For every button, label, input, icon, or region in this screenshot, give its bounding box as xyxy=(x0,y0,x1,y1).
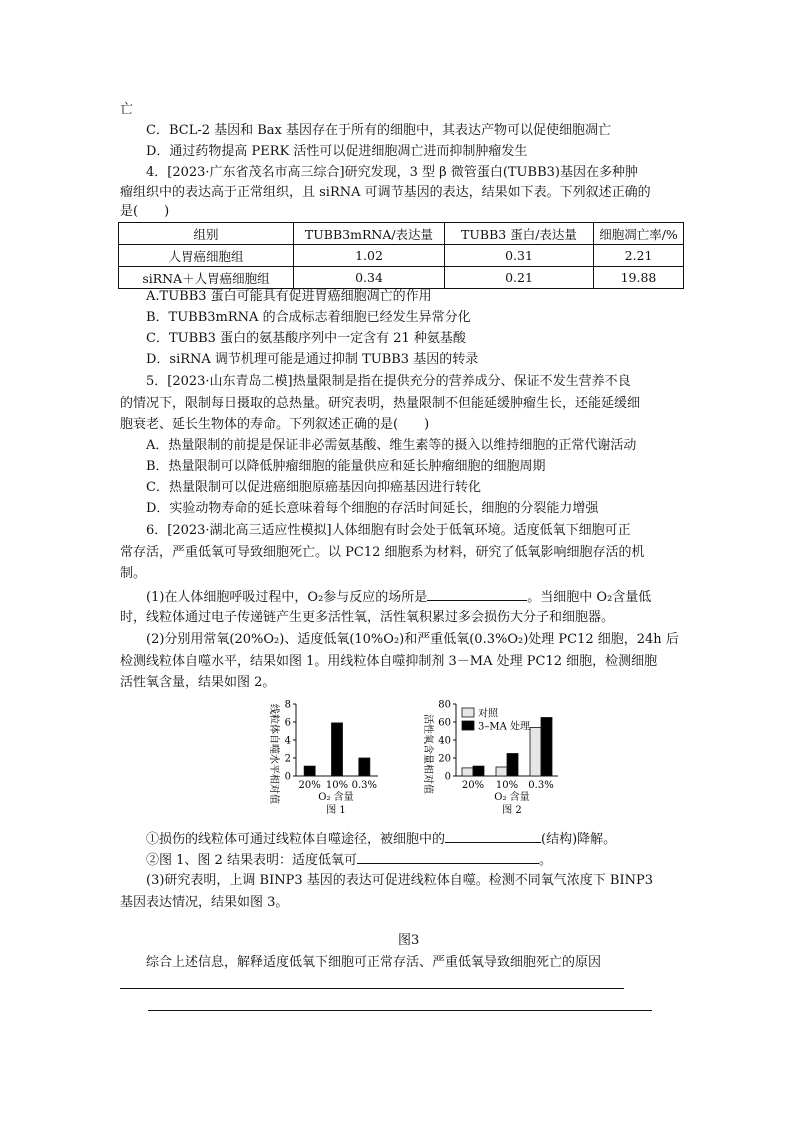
figure-2-bar-chart xyxy=(412,692,572,822)
y-tick-label: 2 xyxy=(284,753,291,765)
bar xyxy=(462,768,473,776)
q5-option-a: A．热量限制的前提是保证非必需氨基酸、维生素等的摄入以维持细胞的正常代谢活动 xyxy=(146,438,637,453)
q6-part1-text-b: 。当细胞中 O₂含量低 xyxy=(527,590,652,605)
q5-option-c: C．热量限制可以促进癌细胞原癌基因向抑癌基因进行转化 xyxy=(146,480,481,495)
table-header-cell: TUBB3 蛋白/表达量 xyxy=(445,223,594,245)
y-tick-label: 40 xyxy=(438,735,451,747)
q6-sub1-text-a: ①损伤的线粒体可通过线粒体自噬途径，被细胞中的 xyxy=(146,832,446,847)
y-tick-label: 0 xyxy=(284,771,291,783)
q4-option-c: C．TUBB3 蛋白的氨基酸序列中一定含有 21 种氨基酸 xyxy=(146,331,466,346)
q6-sub1-text-b: (结构)降解。 xyxy=(541,832,617,847)
legend-swatch xyxy=(462,708,474,717)
answer-blank[interactable] xyxy=(427,586,527,601)
q6-part2-line1: (2)分别用常氧(20%O₂)、适度低氧(10%O₂)和严重低氧(0.3%O₂)处理 PC12 细胞，24h 后 xyxy=(146,632,679,647)
q6-stem-line3: 制。 xyxy=(120,566,147,581)
y-tick-label: 8 xyxy=(284,699,291,711)
q5-option-b: B．热量限制可以降低肿瘤细胞的能量供应和延长肿瘤细胞的细胞周期 xyxy=(146,459,546,474)
q5-stem-line1: 5．[2023·山东青岛二模]热量限制是指在提供充分的营养成分、保证不发生营养不良 xyxy=(146,374,631,389)
q5-option-d: D．实验动物寿命的延长意味着每个细胞的存活时间延长，细胞的分裂能力增强 xyxy=(146,501,599,516)
x-tick-label: 10% xyxy=(495,780,519,791)
table-cell: 1.02 xyxy=(294,245,445,267)
legend-label: 对照 xyxy=(478,708,498,720)
y-tick-label: 0 xyxy=(444,771,451,783)
table-row xyxy=(119,245,684,267)
table-cell: 2.21 xyxy=(594,245,684,267)
q6-part1-line2: 时，线粒体通过电子传递链产生更多活性氧，活性氧积累过多会损伤大分子和细胞器。 xyxy=(120,610,615,625)
bar xyxy=(541,718,552,777)
y-tick-label: 6 xyxy=(284,717,291,729)
q5-stem-line2: 的情况下，限制每日摄取的总热量。研究表明，热量限制不但能延缓肿瘤生长，还能延缓细 xyxy=(120,396,641,411)
y-axis-label: 活性氧含量相对值 xyxy=(422,714,433,794)
table-cell: siRNA＋人胃癌细胞组 xyxy=(119,267,294,289)
bar xyxy=(530,727,541,776)
y-tick-label: 20 xyxy=(438,753,451,765)
y-tick-label: 4 xyxy=(284,735,291,747)
bar xyxy=(304,766,315,776)
figure-caption: 图 2 xyxy=(502,805,522,816)
q6-part2-line2: 检测线粒体自噬水平，结果如图 1。用线粒体自噬抑制剂 3－MA 处理 PC12 细胞，检测细胞 xyxy=(120,654,658,669)
text-fragment: 亡 xyxy=(120,102,134,117)
table-cell: 0.21 xyxy=(445,267,594,289)
table-row xyxy=(119,267,684,289)
answer-line[interactable] xyxy=(148,1010,652,1011)
q6-part3-line2: 基因表达情况，结果如图 3。 xyxy=(120,895,289,910)
q6-sub2-line xyxy=(146,849,552,871)
bar xyxy=(507,754,518,777)
y-axis-label: 线粒体自噬水平相对值 xyxy=(268,704,279,804)
table-header-cell: 细胞凋亡率/% xyxy=(594,223,684,245)
answer-line[interactable] xyxy=(120,988,624,989)
q4-stem-line3: 是( ) xyxy=(120,204,170,219)
q4-stem-line1: 4．[2023·广东省茂名市高三综合]研究发现，3 型 β 微管蛋白(TUBB3)基因在多种肿 xyxy=(146,165,638,180)
bar xyxy=(359,758,370,776)
x-axis-label: O₂ 含量 xyxy=(494,792,530,803)
plot-area xyxy=(438,700,558,792)
q3-option-c: C．BCL-2 基因和 Bax 基因存在于所有的细胞中，其表达产物可以促使细胞凋亡 xyxy=(146,123,612,138)
q6-final-question: 综合上述信息，解释适度低氧下细胞可正常存活、严重低氧导致细胞死亡的原因 xyxy=(146,955,602,970)
y-tick-label: 60 xyxy=(438,717,451,729)
table-header-cell: TUBB3mRNA/表达量 xyxy=(294,223,445,245)
x-tick-label: 0.3% xyxy=(351,780,378,791)
q4-option-b: B．TUBB3mRNA 的合成标志着细胞已经发生异常分化 xyxy=(146,310,471,325)
table-cell: 人胃癌细胞组 xyxy=(119,245,294,267)
figure-caption: 图 1 xyxy=(326,805,346,816)
q6-part1-text-a: (1)在人体细胞呼吸过程中，O₂参与反应的场所是 xyxy=(146,590,428,605)
table-cell: 0.34 xyxy=(294,267,445,289)
q6-part3-line1: (3)研究表明，上调 BINP3 基因的表达可促进线粒体自噬。检测不同氧气浓度下 BINP3 xyxy=(146,873,653,888)
answer-blank[interactable] xyxy=(445,828,541,843)
q6-sub2-text-a: ②图 1、图 2 结果表明：适度低氧可 xyxy=(146,853,357,868)
legend-label: 3–MA 处理 xyxy=(478,721,531,733)
q6-part2-line3: 活性氧含量，结果如图 2。 xyxy=(120,675,276,690)
bar xyxy=(332,723,343,776)
table-header-cell: 组别 xyxy=(119,223,294,245)
figure-1-bar-chart xyxy=(258,692,398,822)
q6-sub2-text-b: 。 xyxy=(538,853,552,868)
q3-option-d: D．通过药物提高 PERK 活性可以促进细胞凋亡进而抑制肿瘤发生 xyxy=(146,144,528,159)
table-header-row xyxy=(119,223,684,245)
q4-option-a: A.TUBB3 蛋白可能具有促进胃癌细胞凋亡的作用 xyxy=(146,289,432,304)
x-tick-label: 10% xyxy=(325,780,349,791)
table-cell: 19.88 xyxy=(594,267,684,289)
q6-sub1-line xyxy=(146,828,616,850)
q4-stem-line2: 瘤组织中的表达高于正常组织，且 siRNA 可调节基因的表达，结果如下表。下列叙述正确的 xyxy=(120,185,651,200)
answer-blank[interactable] xyxy=(357,849,539,864)
x-tick-label: 0.3% xyxy=(528,780,554,791)
q5-stem-line3: 胞衰老、延长生物体的寿命。下列叙述正确的是( ) xyxy=(120,417,430,432)
figure-3-caption: 图3 xyxy=(398,933,420,948)
bar xyxy=(473,766,484,776)
q6-stem-line1: 6．[2023·湖北高三适应性模拟]人体细胞有时会处于低氧环境。适度低氧下细胞可正 xyxy=(146,523,631,538)
x-tick-label: 20% xyxy=(461,780,485,791)
q4-data-table xyxy=(118,222,684,289)
y-tick-label: 80 xyxy=(438,699,451,711)
q6-part1-line1 xyxy=(146,586,651,608)
x-tick-label: 20% xyxy=(298,780,321,791)
q4-option-d: D．siRNA 调节机理可能是通过抑制 TUBB3 基因的转录 xyxy=(146,352,479,367)
table-cell: 0.31 xyxy=(445,245,594,267)
plot-area xyxy=(285,700,378,792)
x-axis-label: O₂ 含量 xyxy=(318,792,354,803)
q6-stem-line2: 常存活，严重低氧可导致细胞死亡。以 PC12 细胞系为材料，研究了低氧影响细胞存活的机 xyxy=(120,545,645,560)
legend-swatch xyxy=(462,721,474,730)
bar xyxy=(496,767,507,776)
